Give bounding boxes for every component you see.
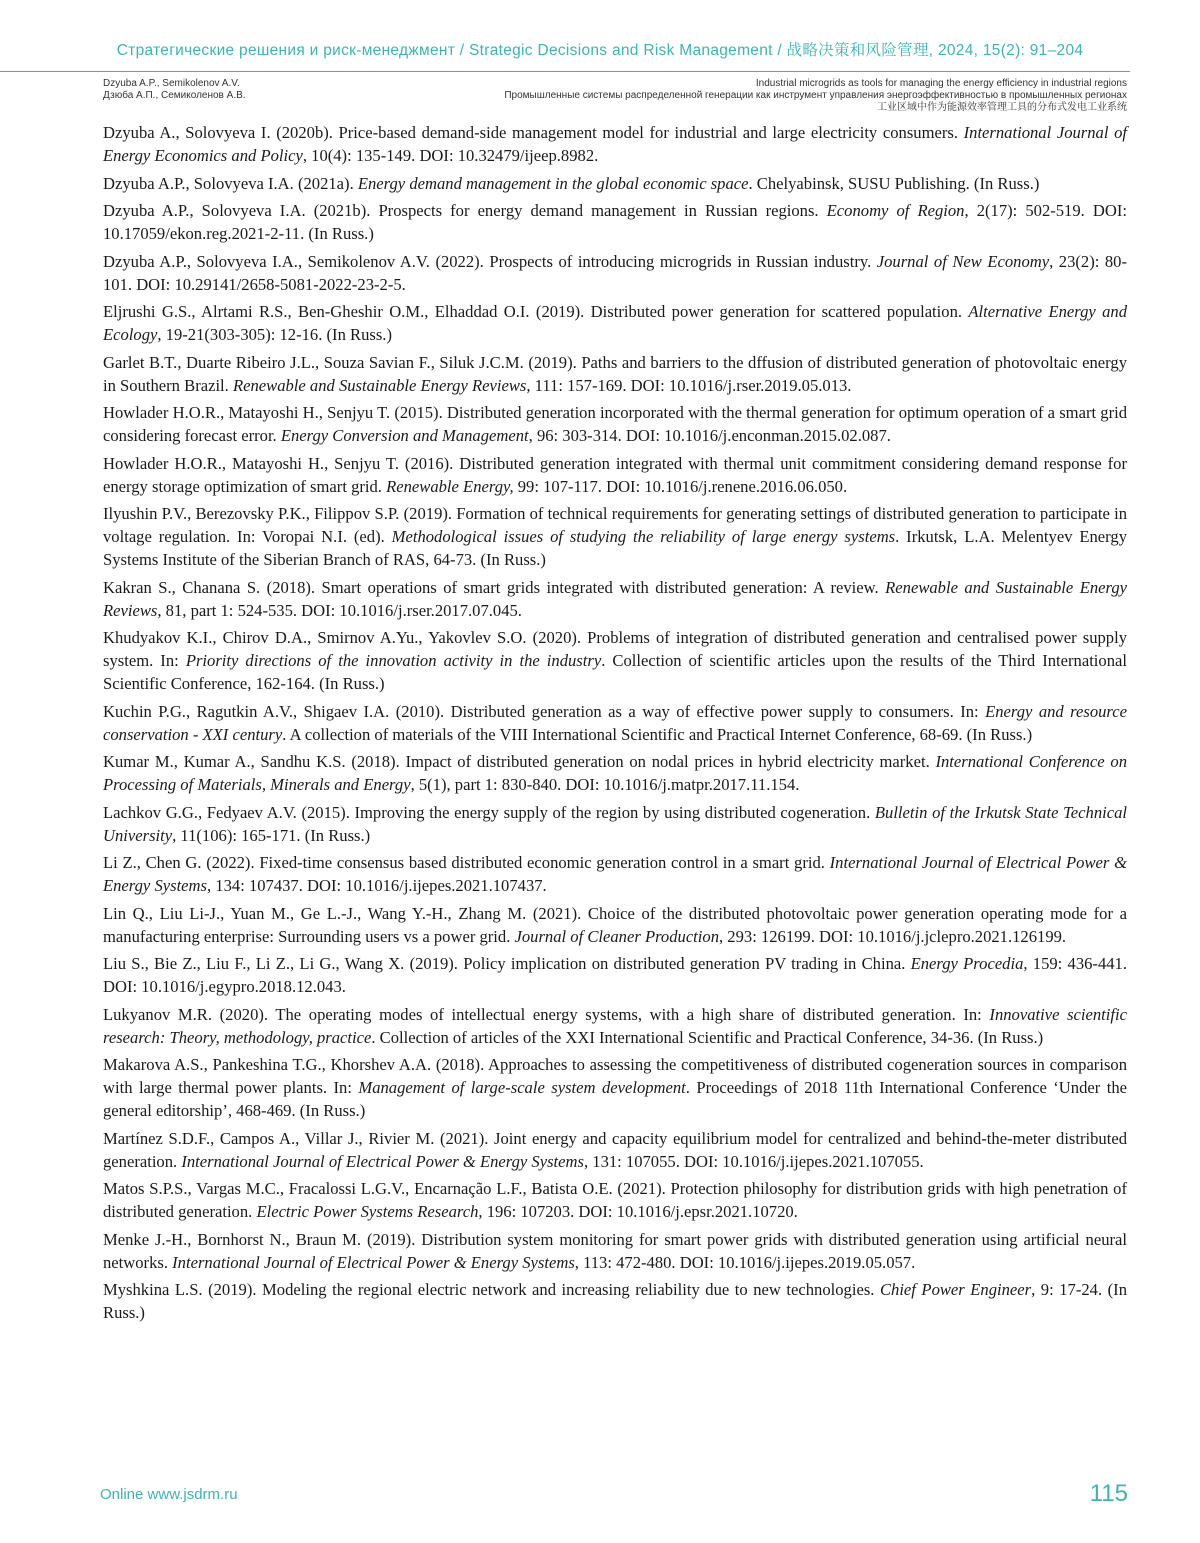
reference-text: Makarova A.S., Pankeshina T.G., Khorshev A.A. (2018). Approaches to assessing the competitiveness of distributed cogeneration sources in comparison with large thermal power plants. In:	[103, 1055, 1127, 1097]
reference-text: Kuchin P.G., Ragutkin A.V., Shigaev I.A. (2010). Distributed generation as a way of effective power supply to consumers. In:	[103, 701, 986, 721]
reference-details: . Irkutsk, L.A. Melentyev Energy Systems Institute of the Siberian Branch of RAS, 64-73. (In Russ.)	[103, 527, 1127, 569]
reference-source: Renewable and Sustainable Energy Reviews	[232, 375, 527, 395]
article-title-ru: Промышленные системы распределенной генерации как инструмент управления энергоэффективностью в промышленных регионах	[504, 90, 1127, 101]
reference-text: Dzyuba A.P., Solovyeva I.A., Semikolenov A.V. (2022). Prospects of introducing microgrids in Russian industry.	[103, 251, 877, 271]
reference-entry	[103, 199, 1127, 245]
reference-text: Ilyushin P.V., Berezovsky P.K., Filippov S.P. (2019). Formation of technical requirements for generating settings of distributed generation to participate in voltage regulation. In: Voropai N.I. (ed).	[103, 504, 1127, 546]
reference-details: . Proceedings of 2018 11th International Conference ‘Under the general editorship’, 468-469. (In Russ.)	[103, 1078, 1127, 1120]
authors-en: Dzyuba A.P., Semikolenov A.V.	[103, 78, 240, 89]
reference-source: Priority directions of the innovation activity in the industry	[185, 651, 602, 670]
reference-source: Innovative scientific research: Theory, methodology, practice	[103, 1004, 1127, 1047]
reference-source: Energy Procedia	[910, 954, 1024, 973]
reference-source: International Journal of Electrical Power & Energy Systems	[172, 1252, 575, 1272]
reference-details: , 113: 472-480. DOI: 10.1016/j.ijepes.2019.05.057.	[574, 1252, 916, 1272]
reference-details: , 23(2): 80-101. DOI: 10.29141/2658-5081-2022-23-2-5.	[103, 251, 1127, 294]
reference-source: Management of large-scale system development	[358, 1078, 686, 1097]
reference-text: Li Z., Chen G. (2022). Fixed-time consensus based distributed economic generation control in a smart grid.	[103, 853, 830, 872]
reference-text: Dzyuba A., Solovyeva I. (2020b). Price-based demand-side management model for industrial and large electricity consumers.	[103, 123, 964, 142]
reference-details: . Collection of articles of the XXI International Scientific and Practical Conference, 34-36. (In Russ.)	[371, 1027, 1044, 1047]
reference-source: Energy Conversion and Management	[280, 426, 529, 445]
reference-text: Eljrushi G.S., Alrtami R.S., Ben-Gheshir O.M., Elhaddad O.I. (2019). Distributed power generation for scattered population.	[103, 302, 969, 321]
reference-details: , 2(17): 502-519. DOI: 10.17059/ekon.reg.2021-2-11. (In Russ.)	[103, 201, 1127, 243]
reference-details: , 81, part 1: 524-535. DOI: 10.1016/j.rser.2017.07.045.	[157, 600, 522, 620]
reference-entry	[103, 626, 1127, 695]
reference-text: Lukyanov M.R. (2020). The operating modes of intellectual energy systems, with a high share of distributed generation. In:	[103, 1004, 990, 1024]
reference-details: , 5(1), part 1: 830-840. DOI: 10.1016/j.matpr.2017.11.154.	[410, 775, 800, 794]
reference-details: , 96: 303-314. DOI: 10.1016/j.enconman.2015.02.087.	[528, 426, 891, 445]
reference-source: Energy and resource conservation - XXI century	[103, 701, 1127, 744]
reference-text: Dzyuba A.P., Solovyeva I.A. (2021b). Prospects for energy demand management in Russian regions.	[103, 201, 827, 220]
reference-details: , 159: 436-441. DOI: 10.1016/j.egypro.2018.12.043.	[103, 954, 1127, 996]
reference-entry	[103, 801, 1127, 847]
reference-entry	[103, 300, 1127, 346]
reference-text: Martínez S.D.F., Campos A., Villar J., Rivier M. (2021). Joint energy and capacity equilibrium model for centralized and behind-the-meter distributed generation.	[103, 1128, 1127, 1171]
reference-source: Economy of Region	[826, 201, 965, 220]
running-head-title	[504, 78, 1127, 114]
reference-entry	[103, 1177, 1127, 1223]
reference-entry	[103, 401, 1127, 447]
article-title-zh: 工业区域中作为能源效率管理工具的分布式发电工业系统	[877, 102, 1127, 113]
reference-entry	[103, 952, 1127, 998]
reference-source: Journal of Cleaner Production	[514, 926, 719, 946]
reference-details: . Chelyabinsk, SUSU Publishing. (In Russ.)	[748, 173, 1040, 193]
reference-entry	[103, 1228, 1127, 1274]
reference-source: Alternative Energy and Ecology	[103, 302, 1127, 344]
reference-entry	[103, 351, 1127, 397]
reference-source: International Conference on Processing of Materials, Minerals and Energy	[103, 752, 1127, 794]
reference-source: Journal of New Economy	[876, 251, 1050, 271]
reference-text: Liu S., Bie Z., Liu F., Li Z., Li G., Wang X. (2019). Policy implication on distributed generation PV trading in China.	[103, 954, 911, 973]
reference-details: , 9: 17-24. (In Russ.)	[103, 1280, 1127, 1322]
reference-source: International Journal of Electrical Power & Energy Systems	[181, 1151, 584, 1171]
reference-entry	[103, 1003, 1127, 1049]
reference-details: . A collection of materials of the VIII International Scientific and Practical Internet Conference, 68-69. (In Russ.)	[282, 724, 1033, 744]
header-divider	[0, 71, 1130, 72]
running-head-authors	[103, 78, 246, 102]
reference-details: , 196: 107203. DOI: 10.1016/j.epsr.2021.10720.	[478, 1202, 798, 1221]
reference-details: 99: 107-117. DOI: 10.1016/j.renene.2016.06.050.	[513, 476, 848, 496]
reference-entry	[103, 172, 1127, 195]
reference-source: Electric Power Systems Research	[256, 1202, 479, 1221]
reference-details: , 10(4): 135-149. DOI: 10.32479/ijeep.8982.	[302, 146, 599, 165]
reference-text: Myshkina L.S. (2019). Modeling the regional electric network and increasing reliability due to new technologies.	[103, 1280, 880, 1299]
reference-text: Kumar M., Kumar A., Sandhu K.S. (2018). Impact of distributed generation on nodal prices in hybrid electricity market.	[103, 752, 936, 771]
reference-text: Lin Q., Liu Li-J., Yuan M., Ge L.-J., Wang Y.-H., Zhang M. (2021). Choice of the distributed photovoltaic power generation operating mode for a manufacturing enterprise: Surrounding users vs a power grid.	[103, 903, 1127, 946]
reference-entry	[103, 700, 1127, 746]
reference-text: Lachkov G.G., Fedyaev A.V. (2015). Improving the energy supply of the region by using distributed cogeneration.	[103, 802, 875, 822]
reference-text: Howlader H.O.R., Matayoshi H., Senjyu T. (2016). Distributed generation integrated with thermal unit commitment considering demand response for energy storage optimization of smart grid.	[103, 453, 1127, 496]
reference-text: Menke J.-H., Bornhorst N., Braun M. (2019). Distribution system monitoring for smart power grids with distributed generation using artificial neural networks.	[103, 1229, 1127, 1272]
reference-entry	[103, 576, 1127, 622]
reference-source: Renewable Energy,	[386, 476, 514, 496]
journal-website: Online www.jsdrm.ru	[100, 1486, 238, 1503]
reference-text: Garlet B.T., Duarte Ribeiro J.L., Souza Savian F., Siluk J.C.M. (2019). Paths and barriers to the dffusion of distributed generation of photovoltaic energy in Southern Brazil.	[103, 352, 1127, 395]
reference-text: Kakran S., Chanana S. (2018). Smart operations of smart grids integrated with distributed generation: A review.	[103, 577, 886, 597]
reference-entry	[103, 502, 1127, 571]
reference-details: , 131: 107055. DOI: 10.1016/j.ijepes.2021.107055.	[583, 1151, 924, 1171]
reference-text: Dzyuba A.P., Solovyeva I.A. (2021a).	[103, 173, 358, 193]
reference-entry	[103, 902, 1127, 948]
reference-details: , 11(106): 165-171. (In Russ.)	[172, 825, 371, 845]
reference-source: International Journal of Energy Economics and Policy	[103, 123, 1127, 165]
reference-source: Chief Power Engineer	[879, 1280, 1032, 1299]
page-number: 115	[1089, 1480, 1128, 1507]
article-title-en: Industrial microgrids as tools for managing the energy efficiency in industrial regions	[755, 78, 1127, 89]
reference-entry	[103, 1053, 1127, 1122]
reference-source: International Journal of Electrical Power & Energy Systems	[103, 853, 1127, 895]
reference-source: Energy demand management in the global economic space	[357, 173, 749, 193]
reference-details: . Collection of scientific articles upon the results of the Third International Scientific Conference, 162-164. (In Russ.)	[103, 651, 1127, 693]
reference-details: , 111: 157-169. DOI: 10.1016/j.rser.2019.05.013.	[526, 375, 852, 395]
reference-entry	[103, 452, 1127, 498]
reference-details: , 293: 126199. DOI: 10.1016/j.jclepro.2021.126199.	[719, 926, 1067, 946]
reference-text: Khudyakov K.I., Chirov D.A., Smirnov A.Yu., Yakovlev S.O. (2020). Problems of integration of distributed generation and centralised power supply system. In:	[103, 628, 1127, 670]
reference-entry	[103, 1127, 1127, 1173]
reference-details: , 19-21(303-305): 12-16. (In Russ.)	[157, 325, 392, 344]
reference-entry	[103, 121, 1127, 167]
reference-source: Methodological issues of studying the reliability of large energy systems	[391, 527, 896, 546]
reference-entry	[103, 250, 1127, 296]
reference-entry	[103, 750, 1127, 796]
reference-text: Matos S.P.S., Vargas M.C., Fracalossi L.G.V., Encarnação L.F., Batista O.E. (2021). Protection philosophy for distribution grids with high penetration of distributed generation.	[103, 1179, 1127, 1221]
reference-text: Howlader H.O.R., Matayoshi H., Senjyu T. (2015). Distributed generation incorporated with the thermal generation for optimum operation of a smart grid considering forecast error.	[103, 403, 1127, 445]
authors-ru: Дзюба А.П., Семиколенов А.В.	[103, 90, 246, 101]
reference-source: Renewable and Sustainable Energy Reviews	[103, 577, 1127, 620]
reference-details: , 134: 107437. DOI: 10.1016/j.ijepes.2021.107437.	[207, 876, 547, 895]
reference-entry	[103, 1278, 1127, 1324]
reference-source: Bulletin of the Irkutsk State Technical University	[103, 802, 1127, 845]
reference-list	[103, 121, 1127, 1329]
journal-title: Стратегические решения и риск-менеджмент / Strategic Decisions and Risk Management / 战略决策和风险管理, 2024, 15(2): 91–204	[116, 42, 1084, 59]
reference-entry	[103, 851, 1127, 897]
